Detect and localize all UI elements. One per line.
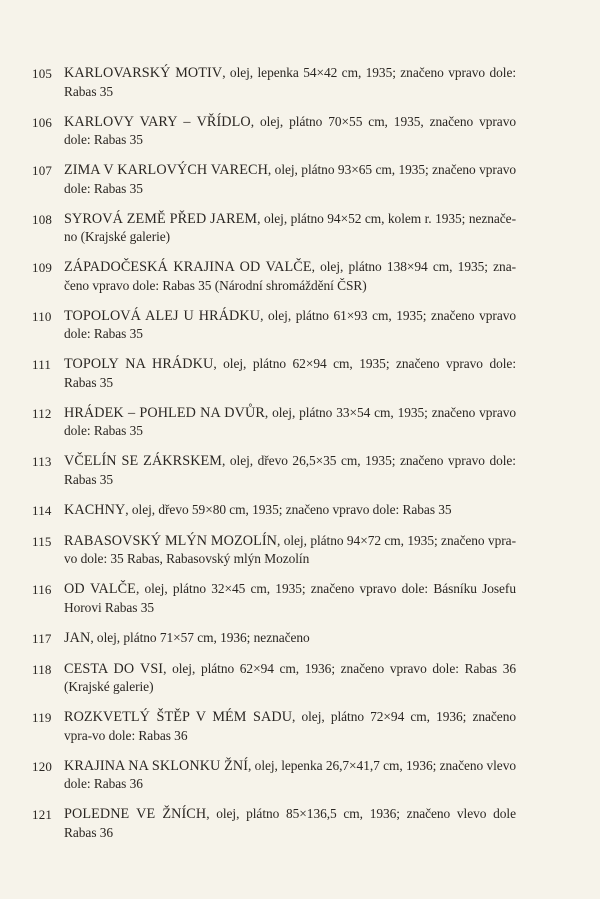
entry-number: 119 [32,710,52,725]
entry-details: , olej, plátno 62×94 cm, 1936; značeno vpravo dole: Rabas 36 (Krajské galerie) [64,660,516,694]
entry-details: , olej, lepenka 26,7×41,7 cm, 1936; značeno vlevo dole: Rabas 36 [64,757,516,791]
entry-text [64,355,516,392]
catalogue-entry [32,355,516,392]
entry-details: , olej, lepenka 54×42 cm, 1935; značeno vpravo dole: Rabas 35 [64,65,517,99]
entry-details: , olej, plátno 71×57 cm, 1936; neznačeno [90,629,310,645]
entry-details: , olej, plátno 94×52 cm, kolem r. 1935; neznače-no (Krajské galerie) [64,210,516,244]
entry-title: KARLOVY VARY – VŘÍDLO [64,113,251,130]
entry-details: , olej, plátno 32×45 cm, 1935; značeno vpravo dole: Básníku Josefu Horovi Rabas 35 [64,581,516,615]
catalogue-entry [32,210,516,247]
entry-title: KARLOVARSKÝ MOTIV [64,65,223,81]
entry-number: 121 [32,807,53,822]
entry-title: OD VALČE [64,581,136,597]
catalogue-entry [32,708,516,745]
entry-title: RABASOVSKÝ MLÝN MOZOLÍN [64,532,277,549]
entry-number: 106 [32,114,53,130]
entry-title: ZIMA V KARLOVÝCH VARECH [64,162,268,178]
entry-number: 116 [32,582,52,597]
entry-number: 110 [32,308,52,324]
entry-details: , olej, plátno 94×72 cm, 1935; značeno vpra-vo dole: 35 Rabas, Rabasovský mlýn Mozolín [64,532,516,566]
catalogue-entry [32,64,516,101]
entry-title: KACHNY [64,501,126,518]
entry-text [64,532,516,569]
entry-text [64,501,516,520]
entry-details: , olej, plátno 70×55 cm, 1935, značeno vpravo dole: Rabas 35 [64,113,516,147]
catalogue-entry [32,307,516,344]
entry-details: , olej, dřevo 26,5×35 cm, 1935; značeno vpravo dole: Rabas 35 [64,453,516,487]
entry-text [64,452,516,489]
entry-details: , olej, plátno 62×94 cm, 1935; značeno vpravo dole: Rabas 35 [64,356,516,390]
entry-title: TOPOLY NA HRÁDKU [64,356,214,372]
entry-number: 105 [32,66,53,81]
entry-title: SYROVÁ ZEMĚ PŘED JAREM [64,210,258,227]
entry-number: 107 [32,163,53,178]
entry-number: 120 [32,758,53,774]
catalogue-page [32,64,516,854]
entry-details: , olej, plátno 61×93 cm, 1935; značeno vpravo dole: Rabas 35 [64,307,517,341]
entry-title: KRAJINA NA SKLONKU ŽNÍ [64,757,249,774]
entry-details: , olej, plátno 138×94 cm, 1935; zna-čeno vpravo dole: Rabas 35 (Národní shromáždění ČSR) [64,259,516,293]
entry-number: 108 [32,211,53,227]
entry-title: POLEDNE VE ŽNÍCH [64,806,207,822]
catalogue-entry [32,580,516,617]
entry-number: 112 [32,405,52,421]
entry-number: 117 [32,630,52,646]
catalogue-entry [32,501,516,521]
entry-title: HRÁDEK – POHLED NA DVŮR [64,404,265,421]
entry-title: JAN [64,629,91,646]
entry-number: 113 [32,454,52,469]
entry-title: ROZKVETLÝ ŠTĚP V MÉM SADU [64,709,293,725]
entry-details: , olej, plátno 33×54 cm, 1935; značeno vpravo dole: Rabas 35 [64,404,517,438]
entry-text [64,629,516,648]
catalogue-entry [32,161,516,198]
entry-text [64,404,516,441]
catalogue-entry [32,452,516,489]
entry-number: 109 [32,260,53,275]
entry-text [64,258,516,295]
entry-text [64,161,516,198]
entry-text [64,580,516,617]
entry-text [64,113,516,150]
entry-number: 115 [32,533,52,549]
catalogue-entry [32,629,516,649]
catalogue-entry [32,404,516,441]
entry-number: 114 [32,502,52,518]
catalogue-entry [32,258,516,295]
entry-title: CESTA DO VSI [64,660,164,677]
entry-number: 111 [32,357,52,372]
entry-details: , olej, plátno 72×94 cm, 1936; značeno vpra-vo dole: Rabas 36 [64,709,516,743]
entry-text [64,64,516,101]
entry-text [64,210,516,247]
catalogue-entry [32,660,516,697]
entry-text [64,660,516,697]
entry-details: , olej, plátno 93×65 cm, 1935; značeno vpravo dole: Rabas 35 [64,162,517,196]
entry-title: ZÁPADOČESKÁ KRAJINA OD VALČE [64,259,312,275]
entry-title: VČELÍN SE ZÁKRSKEM [64,453,223,469]
entry-title: TOPOLOVÁ ALEJ U HRÁDKU [64,307,261,324]
entry-text [64,757,516,794]
catalogue-entry [32,113,516,150]
catalogue-entry [32,805,516,842]
catalogue-entry [32,757,516,794]
entry-details: , olej, dřevo 59×80 cm, 1935; značeno vpravo dole: Rabas 35 [125,501,452,517]
catalogue-entry [32,532,516,569]
entry-text [64,805,516,842]
entry-details: , olej, plátno 85×136,5 cm, 1936; značeno vlevo dole Rabas 36 [64,806,516,840]
entry-text [64,307,516,344]
entry-text [64,708,516,745]
entry-number: 118 [32,661,52,677]
